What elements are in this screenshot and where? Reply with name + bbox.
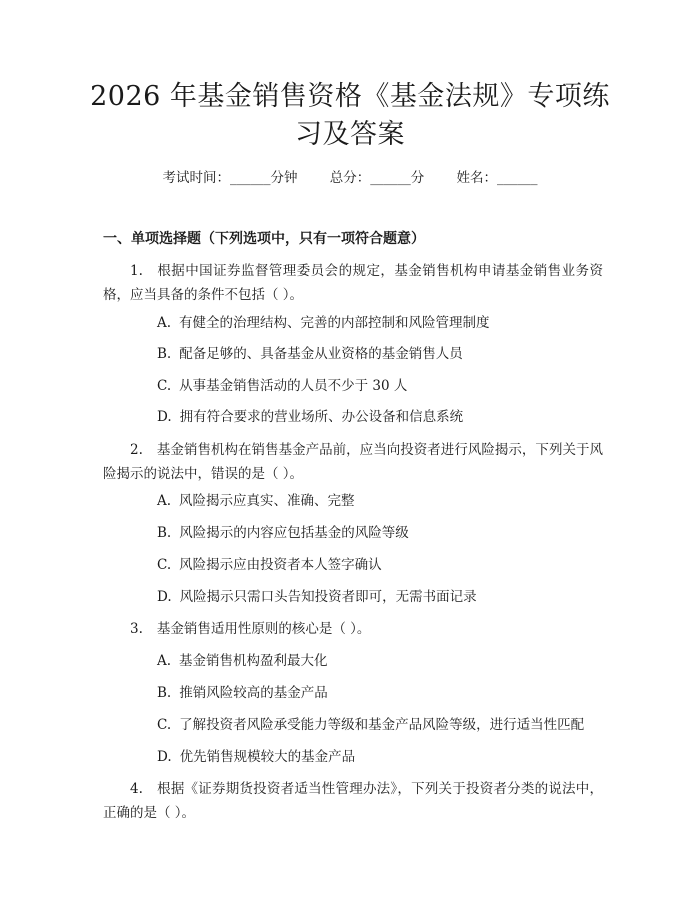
question-1-option-a — [157, 313, 490, 333]
question-1 — [103, 259, 603, 307]
question-1-option-d — [157, 407, 463, 427]
option-text: 有健全的治理结构、完善的内部控制和风险管理制度 — [179, 315, 490, 331]
option-label: D. — [157, 409, 172, 425]
question-3 — [103, 617, 603, 641]
option-label: B. — [157, 685, 172, 701]
option-label: C. — [157, 717, 172, 733]
option-label: A. — [157, 653, 172, 669]
option-label: A. — [157, 493, 172, 509]
question-4 — [103, 777, 603, 825]
question-2 — [103, 438, 603, 486]
question-3-option-d — [157, 747, 355, 767]
option-text: 从事基金销售活动的人员不少于 30 人 — [179, 378, 408, 394]
exam-info — [0, 168, 700, 188]
question-1-option-c — [157, 376, 407, 396]
option-text: 了解投资者风险承受能力等级和基金产品风险等级，进行适当性匹配 — [179, 717, 585, 733]
question-2-option-d — [157, 587, 477, 607]
question-text: 基金销售适用性原则的核心是（ ）。 — [156, 621, 371, 637]
option-text: 拥有符合要求的营业场所、办公设备和信息系统 — [179, 409, 464, 425]
option-label: D. — [157, 749, 172, 765]
question-number: 3. — [130, 621, 143, 637]
option-text: 基金销售机构盈利最大化 — [179, 653, 328, 669]
option-label: B. — [157, 525, 172, 541]
section-heading: 一、单项选择题（下列选项中，只有一项符合题意） — [103, 231, 425, 247]
option-text: 配备足够的、具备基金从业资格的基金销售人员 — [179, 346, 463, 362]
question-2-option-c — [157, 555, 382, 575]
option-label: C. — [157, 378, 172, 394]
option-label: B. — [157, 346, 172, 362]
option-text: 推销风险较高的基金产品 — [179, 685, 328, 701]
question-number: 1. — [130, 263, 143, 279]
question-2-option-a — [157, 491, 355, 511]
option-text: 风险揭示应真实、准确、完整 — [179, 493, 355, 509]
document-title: 2026 年基金销售资格《基金法规》专项练习及答案 — [90, 81, 610, 150]
question-number: 2. — [130, 442, 143, 458]
question-2-option-b — [157, 523, 409, 543]
option-label: A. — [157, 315, 172, 331]
name-field: 姓名：______ — [456, 170, 538, 186]
question-3-option-a — [157, 651, 328, 671]
option-label: C. — [157, 557, 172, 573]
question-text: 基金销售机构在销售基金产品前，应当向投资者进行风险揭示，下列关于风险揭示的说法中，错误的是（ ）。 — [103, 442, 603, 482]
option-text: 优先销售规模较大的基金产品 — [179, 749, 356, 765]
question-text: 根据中国证券监督管理委员会的规定，基金销售机构申请基金销售业务资格，应当具备的条件不包括（ ）。 — [103, 263, 603, 303]
question-3-option-b — [157, 683, 328, 703]
question-text: 根据《证券期货投资者适当性管理办法》，下列关于投资者分类的说法中，正确的是（ ）。 — [103, 781, 603, 821]
exam-time-field: 考试时间：______分钟 — [162, 170, 298, 186]
question-1-option-b — [157, 344, 463, 364]
question-3-option-c — [157, 715, 584, 735]
option-text: 风险揭示的内容应包括基金的风险等级 — [179, 525, 409, 541]
option-label: D. — [157, 589, 172, 605]
option-text: 风险揭示应由投资者本人签字确认 — [179, 557, 382, 573]
question-number: 4. — [130, 781, 143, 797]
option-text: 风险揭示只需口头告知投资者即可，无需书面记录 — [179, 589, 477, 605]
total-score-field: 总分：______分 — [329, 170, 425, 186]
